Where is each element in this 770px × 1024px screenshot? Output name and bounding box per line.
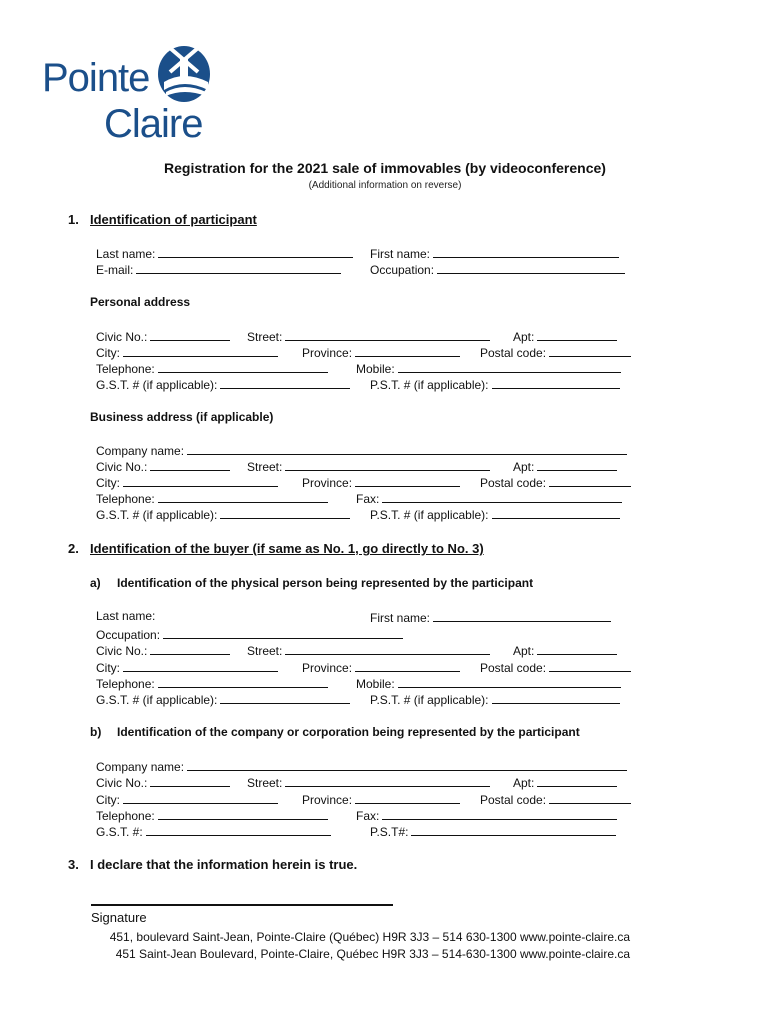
field-line[interactable]	[123, 791, 278, 804]
postal-code-field[interactable]	[480, 791, 631, 808]
field-line[interactable]	[398, 675, 621, 688]
subsection-b-heading	[90, 725, 580, 739]
province-field[interactable]	[302, 474, 460, 491]
gst-field[interactable]	[96, 691, 350, 708]
field-label: Fax:	[356, 809, 380, 823]
civic-field[interactable]	[96, 458, 230, 475]
field-label: Postal code:	[480, 476, 547, 490]
apt-field[interactable]	[513, 328, 617, 345]
field-label: First name:	[370, 247, 431, 261]
field-label: Occupation:	[370, 263, 435, 277]
field-label: Province:	[302, 793, 353, 807]
telephone-field[interactable]	[96, 807, 328, 824]
field-line[interactable]	[398, 360, 621, 373]
field-label: Street:	[247, 330, 283, 344]
field-line[interactable]	[549, 474, 631, 487]
field-label: Telephone:	[96, 809, 155, 823]
field-line[interactable]	[150, 458, 230, 471]
subsection-title: Identification of the company or corporation being represented by the participant	[117, 725, 580, 739]
section-2-heading	[68, 541, 484, 556]
street-field[interactable]	[247, 458, 490, 475]
field-line[interactable]	[382, 490, 622, 503]
section-title: Identification of participant	[90, 212, 257, 227]
section-number: 2.	[68, 541, 79, 556]
postal-code-field[interactable]	[480, 344, 631, 361]
occupation-field[interactable]	[96, 626, 403, 643]
field-line[interactable]	[549, 344, 631, 357]
field-line[interactable]	[411, 823, 616, 836]
street-field[interactable]	[247, 774, 490, 791]
civic-field[interactable]	[96, 774, 230, 791]
field-line[interactable]	[150, 328, 230, 341]
apt-field[interactable]	[513, 774, 617, 791]
mobile-field[interactable]	[356, 675, 621, 692]
field-line[interactable]	[492, 506, 620, 519]
field-label: G.S.T. # (if applicable):	[96, 378, 218, 392]
field-line[interactable]	[433, 245, 619, 258]
field-line[interactable]	[437, 261, 625, 274]
field-label: Street:	[247, 776, 283, 790]
gst-field[interactable]	[96, 823, 331, 840]
field-label: Postal code:	[480, 661, 547, 675]
field-line[interactable]	[355, 659, 460, 672]
subsection-a-heading	[90, 576, 534, 590]
field-label: Province:	[302, 346, 353, 360]
section-title: I declare that the information herein is true.	[90, 857, 358, 872]
apt-field[interactable]	[513, 642, 617, 659]
pst-field[interactable]	[370, 376, 620, 393]
field-line[interactable]	[285, 458, 490, 471]
field-label: Last name:	[96, 609, 156, 623]
field-line[interactable]	[492, 691, 620, 704]
field-label: Civic No.:	[96, 330, 148, 344]
field-label: G.S.T. #:	[96, 825, 143, 839]
field-line[interactable]	[220, 691, 350, 704]
province-field[interactable]	[302, 659, 460, 676]
business-address-heading: Business address (if applicable)	[90, 410, 274, 424]
mobile-field[interactable]	[356, 360, 621, 377]
field-label: Province:	[302, 476, 353, 490]
field-label: Company name:	[96, 444, 185, 458]
occupation-field[interactable]	[370, 261, 625, 278]
first-name-field[interactable]	[370, 245, 619, 262]
footer-address-en: 451 Saint-Jean Boulevard, Pointe-Claire, Québec H9R 3J3 – 514-630-1300 www.pointe-claire.ca	[115, 947, 630, 961]
field-label: Apt:	[513, 776, 535, 790]
field-label: Apt:	[513, 330, 535, 344]
field-label: Civic No.:	[96, 460, 148, 474]
field-label: G.S.T. # (if applicable):	[96, 508, 218, 522]
windmill-icon	[156, 42, 212, 104]
fax-field[interactable]	[356, 490, 622, 507]
city-field[interactable]	[96, 659, 278, 676]
field-line[interactable]	[549, 659, 631, 672]
field-line[interactable]	[150, 642, 230, 655]
field-line[interactable]	[220, 376, 350, 389]
telephone-field[interactable]	[96, 675, 328, 692]
province-field[interactable]	[302, 791, 460, 808]
section-3-heading	[68, 857, 358, 872]
personal-address-heading: Personal address	[90, 295, 191, 309]
field-label: Civic No.:	[96, 644, 148, 658]
field-label: City:	[96, 793, 120, 807]
field-line[interactable]	[537, 774, 617, 787]
field-label: Telephone:	[96, 492, 155, 506]
field-line[interactable]	[355, 474, 460, 487]
field-line[interactable]	[158, 360, 328, 373]
city-field[interactable]	[96, 791, 278, 808]
pst-field[interactable]	[370, 506, 620, 523]
form-subtitle: (Additional information on reverse)	[308, 180, 462, 191]
field-line[interactable]	[382, 807, 617, 820]
telephone-field[interactable]	[96, 360, 328, 377]
field-line[interactable]	[187, 758, 627, 771]
field-label: Street:	[247, 644, 283, 658]
street-field[interactable]	[247, 328, 490, 345]
field-line[interactable]	[123, 659, 278, 672]
section-number: 3.	[68, 857, 79, 872]
field-label: P.S.T. # (if applicable):	[370, 378, 489, 392]
province-field[interactable]	[302, 344, 460, 361]
field-label: P.S.T. # (if applicable):	[370, 693, 489, 707]
field-label: Province:	[302, 661, 353, 675]
subsection-letter: b)	[90, 725, 102, 739]
field-label: Mobile:	[356, 677, 395, 691]
field-label: Telephone:	[96, 677, 155, 691]
city-field[interactable]	[96, 344, 278, 361]
field-label: City:	[96, 346, 120, 360]
pointe-claire-logo	[42, 42, 212, 147]
gst-field[interactable]	[96, 506, 350, 523]
subsection-title: Identification of the physical person being represented by the participant	[117, 576, 534, 590]
company-name-field[interactable]	[96, 758, 627, 775]
street-field[interactable]	[247, 642, 490, 659]
last-name-field[interactable]	[96, 609, 155, 624]
field-label: E-mail:	[96, 263, 134, 277]
field-label: City:	[96, 661, 120, 675]
pst-field[interactable]	[370, 823, 616, 840]
field-label: Last name:	[96, 247, 156, 261]
field-line[interactable]	[285, 328, 490, 341]
postal-code-field[interactable]	[480, 474, 631, 491]
section-title: Identification of the buyer (if same as No. 1, go directly to No. 3)	[90, 541, 484, 556]
field-label: Telephone:	[96, 362, 155, 376]
field-label: Mobile:	[356, 362, 395, 376]
civic-field[interactable]	[96, 328, 230, 345]
signature-label: Signature	[91, 910, 147, 925]
company-name-field[interactable]	[96, 442, 627, 459]
subsection-letter: a)	[90, 576, 101, 590]
field-line[interactable]	[355, 344, 460, 357]
field-line[interactable]	[163, 626, 403, 639]
field-label: Street:	[247, 460, 283, 474]
field-label: Civic No.:	[96, 776, 148, 790]
field-line[interactable]	[285, 774, 490, 787]
logo-word-pointe: Pointe	[42, 56, 150, 100]
telephone-field[interactable]	[96, 490, 328, 507]
field-label: City:	[96, 476, 120, 490]
field-label: Apt:	[513, 644, 535, 658]
footer-address-fr: 451, boulevard Saint-Jean, Pointe-Claire (Québec) H9R 3J3 – 514 630-1300 www.pointe-claire.ca	[109, 930, 630, 944]
field-line[interactable]	[158, 807, 328, 820]
field-line[interactable]	[146, 823, 331, 836]
field-line[interactable]	[537, 458, 617, 471]
field-label: P.S.T. # (if applicable):	[370, 508, 489, 522]
field-line[interactable]	[433, 609, 611, 622]
section-number: 1.	[68, 212, 79, 227]
field-line[interactable]	[187, 442, 627, 455]
signature-line[interactable]	[91, 904, 393, 906]
field-line[interactable]	[285, 642, 490, 655]
field-line[interactable]	[537, 328, 617, 341]
postal-code-field[interactable]	[480, 659, 631, 676]
city-field[interactable]	[96, 474, 278, 491]
field-line[interactable]	[158, 490, 328, 503]
field-label: Apt:	[513, 460, 535, 474]
field-line[interactable]	[136, 261, 341, 274]
logo-word-claire: Claire	[104, 102, 203, 146]
field-line[interactable]	[549, 791, 631, 804]
field-line[interactable]	[492, 376, 620, 389]
apt-field[interactable]	[513, 458, 617, 475]
fax-field[interactable]	[356, 807, 617, 824]
field-label: Occupation:	[96, 628, 161, 642]
section-1-heading	[68, 212, 257, 227]
last-name-field[interactable]	[96, 245, 353, 262]
field-line[interactable]	[150, 774, 230, 787]
field-line[interactable]	[158, 245, 353, 258]
civic-field[interactable]	[96, 642, 230, 659]
field-line[interactable]	[220, 506, 350, 519]
field-line[interactable]	[355, 791, 460, 804]
field-label: Fax:	[356, 492, 380, 506]
field-label: Company name:	[96, 760, 185, 774]
field-line[interactable]	[537, 642, 617, 655]
field-line[interactable]	[158, 675, 328, 688]
gst-field[interactable]	[96, 376, 350, 393]
form-title: Registration for the 2021 sale of immovables (by videoconference)	[164, 160, 606, 176]
field-line[interactable]	[123, 344, 278, 357]
first-name-field[interactable]	[370, 609, 611, 626]
email-field[interactable]	[96, 261, 341, 278]
field-label: Postal code:	[480, 793, 547, 807]
field-label: First name:	[370, 611, 431, 625]
field-label: Postal code:	[480, 346, 547, 360]
field-line[interactable]	[123, 474, 278, 487]
pst-field[interactable]	[370, 691, 620, 708]
field-label: G.S.T. # (if applicable):	[96, 693, 218, 707]
field-label: P.S.T#:	[370, 825, 409, 839]
